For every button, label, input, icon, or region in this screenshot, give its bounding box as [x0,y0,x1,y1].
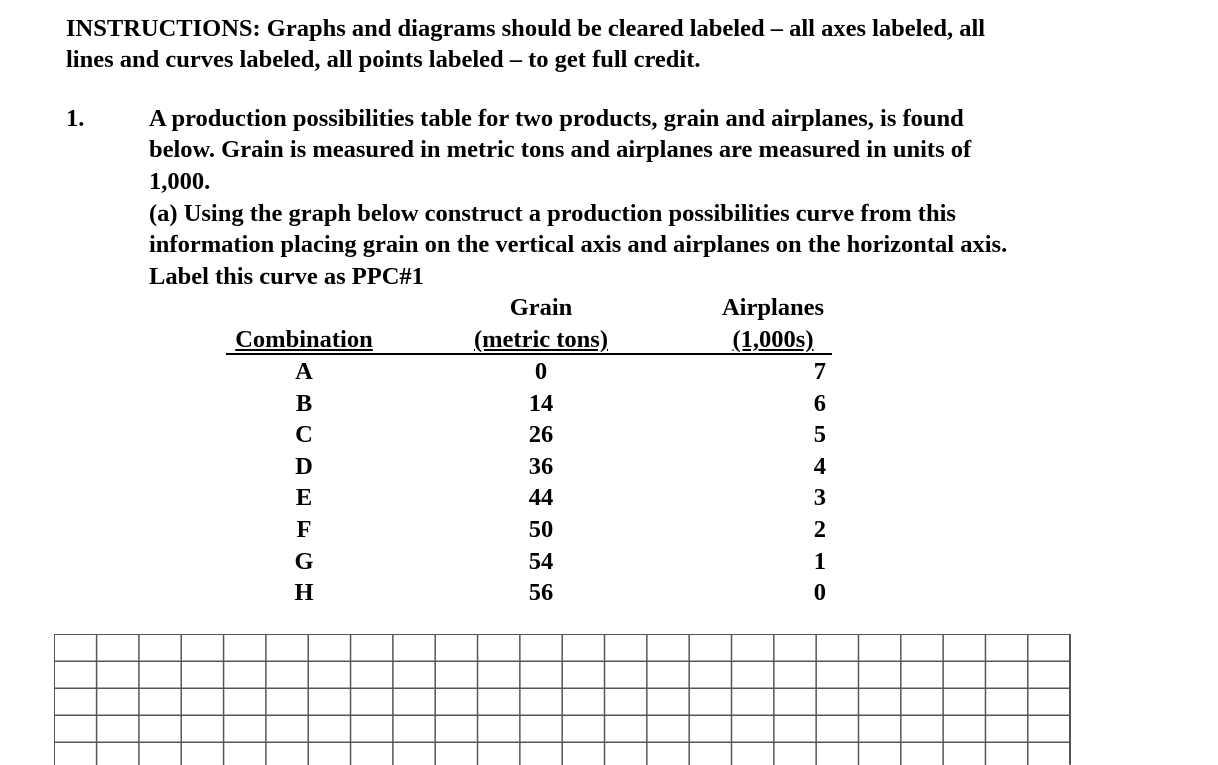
row-combination: A [295,358,313,385]
row-grain: 26 [528,421,554,448]
row-airplanes: 5 [813,421,826,448]
row-grain: 50 [528,516,554,543]
table-header-rule [226,353,832,355]
row-combination: F [296,516,312,543]
header-airplanes: Airplanes [721,294,825,321]
row-combination: D [295,453,313,480]
graph-grid-right-border [1069,634,1071,764]
row-grain: 56 [528,579,554,606]
instructions-line-1: INSTRUCTIONS: Graphs and diagrams should be cleared labeled – all axes labeled, all [66,15,986,42]
header-grain-unit: (metric tons) [473,326,608,353]
question-line-3: 1,000. [149,168,211,195]
header-grain: Grain [509,294,573,321]
question-line-2: below. Grain is measured in metric tons and airplanes are measured in units of [149,136,972,163]
row-airplanes: 7 [813,358,826,385]
row-combination: H [294,579,314,606]
graph-grid[interactable] [54,634,1071,765]
question-line-6: Label this curve as PPC#1 [149,263,424,290]
row-grain: 44 [528,484,554,511]
instructions-line-2: lines and curves labeled, all points labeled – to get full credit. [66,46,701,73]
question-line-1: A production possibilities table for two products, grain and airplanes, is found [149,105,964,132]
row-combination: E [295,484,313,511]
question-line-4: (a) Using the graph below construct a production possibilities curve from this [149,200,956,227]
row-combination: B [295,390,313,417]
row-airplanes: 4 [813,453,826,480]
row-airplanes: 3 [813,484,826,511]
header-combination: Combination [235,326,373,353]
row-combination: G [294,548,314,575]
row-grain: 14 [528,390,554,417]
row-airplanes: 6 [813,390,826,417]
row-airplanes: 2 [813,516,826,543]
row-grain: 36 [528,453,554,480]
row-grain: 0 [534,358,548,385]
row-grain: 54 [528,548,554,575]
row-airplanes: 0 [813,579,826,606]
question-number: 1. [66,105,85,132]
header-airplanes-unit: (1,000s) [732,326,814,353]
question-line-5: information placing grain on the vertical axis and airplanes on the horizontal axis. [149,231,1008,258]
row-combination: C [295,421,313,448]
row-airplanes: 1 [813,548,826,575]
